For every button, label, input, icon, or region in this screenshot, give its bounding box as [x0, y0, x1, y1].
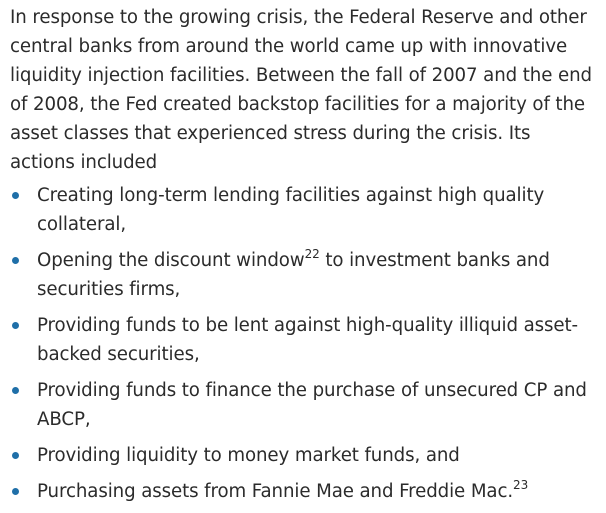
list-item-text: Providing funds to be lent against high-quality illiquid asset-backed securities,: [37, 315, 578, 365]
list-item: [10, 477, 600, 506]
bullet-icon: [12, 257, 19, 264]
intro-paragraph: In response to the growing crisis, the Federal Reserve and other central banks from around the world came up with innovative liquidity injection facilities. Between the fall of 2007 and the end of 2008, the Fed created backstop facilities for a majority of the asset classes that experienced stress during the crisis. Its actions included: [10, 7, 592, 173]
list-item: [10, 246, 600, 304]
list-item-text: Providing liquidity to money market funds, and: [37, 445, 460, 466]
footnote-ref-22[interactable]: 22: [304, 246, 320, 261]
bullet-icon: [12, 192, 19, 199]
bullet-icon: [12, 387, 19, 394]
bullet-icon: [12, 452, 19, 459]
list-item-text: Creating long-term lending facilities against high quality collateral,: [37, 185, 545, 235]
list-item-text: Opening the discount window$^{22}$ to investment banks and securities firms,: [37, 246, 550, 300]
list-item: [10, 441, 600, 470]
actions-list: [10, 181, 600, 506]
list-item: [10, 181, 600, 239]
bullet-icon: [12, 322, 19, 329]
list-item-text: Purchasing assets from Fannie Mae and Freddie Mac.$^{23}$: [37, 477, 529, 502]
list-item: [10, 311, 600, 369]
list-item: [10, 376, 600, 434]
document-body: [10, 3, 600, 513]
footnote-ref-23[interactable]: 23: [513, 477, 529, 492]
bullet-icon: [12, 488, 19, 495]
list-item-text: Providing funds to finance the purchase of unsecured CP and ABCP,: [37, 380, 587, 430]
